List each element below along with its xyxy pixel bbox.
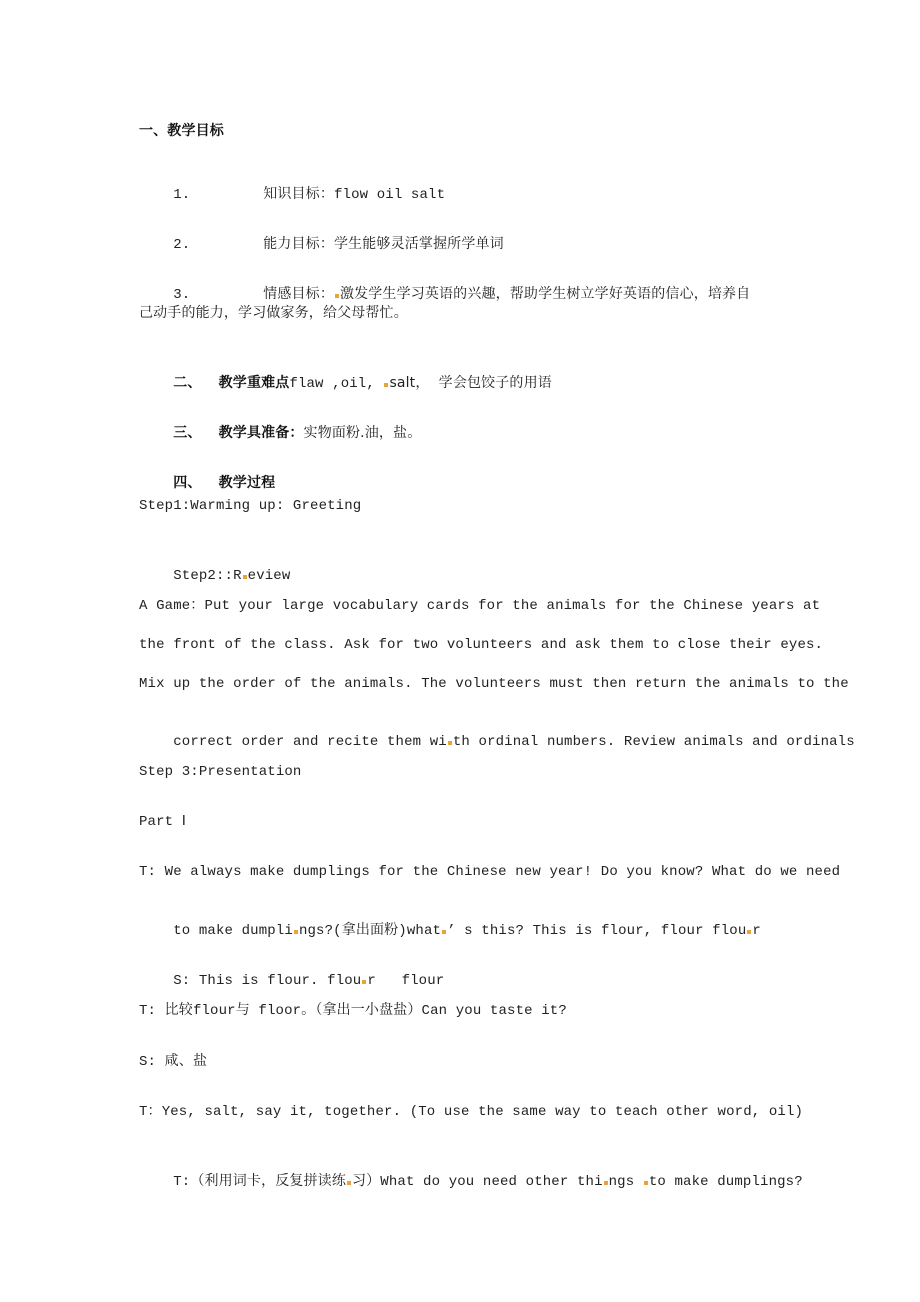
text-c: ngs [608,1174,643,1190]
game-line-4-b: th ordinal numbers. Review animals and ordinals [452,734,855,750]
item-text: 学生能够灵活掌握所学单词 [333,236,504,252]
item-number: 2. [173,237,191,253]
section-heading-objectives: 一、教学目标 [139,123,224,139]
text-b: ngs?(拿出面粉)what [298,923,442,939]
key-points-text-b: salt， 学会包饺子的用语 [389,375,552,391]
text-a: to make dumpli [173,923,293,939]
comment-mark [384,383,388,387]
teacher-line-1: T: We always make dumplings for the Chinese new year! Do you know? What do we need [139,864,841,880]
comment-mark [442,930,446,934]
item-label: 能力目标： [263,236,334,252]
text-d: to make dumplings? [648,1174,803,1190]
section-heading-process: 教学过程 [218,475,276,491]
comment-mark [243,575,247,579]
key-points-text-a: flaw ,oil, [289,376,384,392]
text-d: r [752,923,761,939]
section-heading-materials: 教学具准备： [218,425,304,441]
comment-mark [335,294,339,298]
comment-mark [747,930,751,934]
text-a: T:（利用词卡，反复拼读练 [173,1174,346,1190]
teacher-line-3: T：Yes, salt, say it, together. (To use the same way to teach other word, oil) [139,1104,804,1120]
comment-mark [294,930,298,934]
text-b: 习）What do you need other thi [351,1174,603,1190]
item-text: flow oil salt [333,187,446,203]
game-line-2: the front of the class. Ask for two volunteers and ask them to close their eyes. [139,637,824,653]
game-line-3: Mix up the order of the animals. The volunteers must then return the animals to the [139,676,849,692]
item-label: 知识目标： [263,186,334,202]
game-line-4-a: correct order and recite them wi [173,734,447,750]
comment-mark [604,1181,608,1185]
item-text: 激发学生学习英语的兴趣，帮助学生树立学好英语的信心，培养自 [339,286,751,302]
objective-item-3-continued: 己动手的能力，学习做家务，给父母帮忙。 [139,305,408,321]
teacher-line-2: T: 比较flour与 floor。（拿出一小盘盐）Can you taste it? [139,1003,567,1019]
comment-mark [644,1181,648,1185]
section-prefix: 四、 [173,475,202,491]
text-b: r flour [367,973,445,989]
game-line-1: A Game：Put your large vocabulary cards for the animals for the Chinese years at [139,598,821,614]
comment-mark [347,1181,351,1185]
comment-mark [362,980,366,984]
text-a: S: This is flour. flou [173,973,362,989]
step-3: Step 3:Presentation [139,764,302,780]
student-line-2: S: 咸、盐 [139,1054,208,1070]
item-label: 情感目标： [263,286,334,302]
comment-mark [448,741,452,745]
section-prefix: 三、 [173,425,202,441]
step-2-text-a: Step2::R [173,568,242,584]
item-number: 1. [173,187,191,203]
part-label: Part Ⅰ [139,814,187,830]
step-1: Step1:Warming up: Greeting [139,498,362,514]
step-2-text-b: eview [247,568,291,584]
teacher-line-4 [139,1152,803,1212]
section-prefix: 二、 [173,375,202,391]
text-c: ’ s this? This is flour, flour flou [447,923,747,939]
item-number: 3. [173,287,191,303]
materials-text: 实物面粉.油，盐。 [303,425,422,441]
section-heading-key-points: 教学重难点 [218,375,290,391]
